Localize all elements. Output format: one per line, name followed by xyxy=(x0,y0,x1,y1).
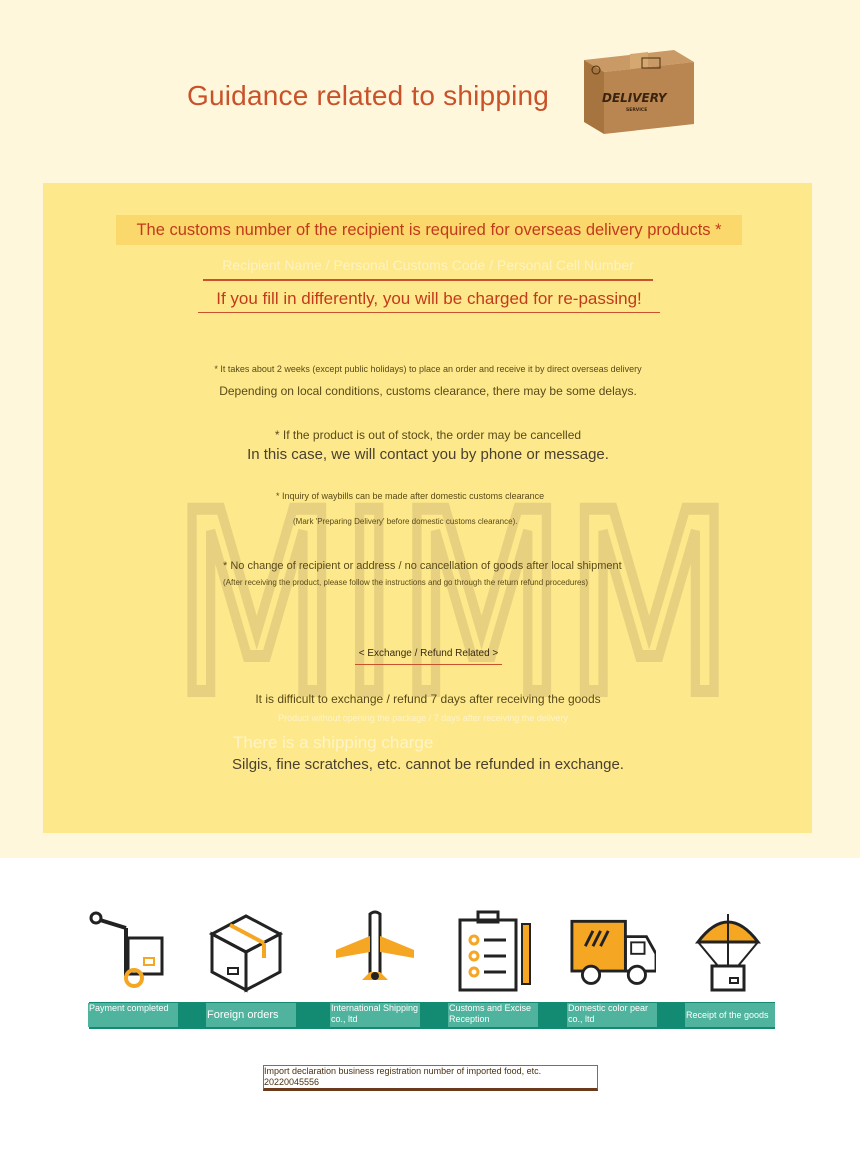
delivery-time-note: * It takes about 2 weeks (except public holidays) to place an order and receive it by direct overseas delivery xyxy=(214,364,642,374)
step-label: Payment completed xyxy=(88,1003,178,1027)
step-label: International Shipping co., ltd xyxy=(330,1003,420,1027)
shipping-steps-bar xyxy=(89,1002,775,1029)
step-label: Receipt of the goods xyxy=(685,1003,775,1027)
recharge-warning: If you fill in differently, you will be charged for re-passing! xyxy=(198,286,660,313)
page-title: Guidance related to shipping xyxy=(187,80,550,111)
waybill-status-note: (Mark 'Preparing Delivery' before domestic customs clearance). xyxy=(293,517,518,526)
exchange-refund-heading: < Exchange / Refund Related > xyxy=(355,646,502,665)
step-label: Foreign orders xyxy=(206,1003,296,1027)
registration-number: 20220045556 xyxy=(264,1077,320,1087)
watermark-text: MIMM xyxy=(173,501,733,701)
no-refund-note: Silgis, fine scratches, etc. cannot be refunded in exchange. xyxy=(232,756,624,773)
step-label: Customs and Excise Reception xyxy=(448,1003,538,1027)
step-label: Domestic color pear co., ltd xyxy=(567,1003,657,1027)
import-registration-box xyxy=(263,1065,598,1091)
parachute-box-icon xyxy=(692,906,778,994)
out-of-stock-note: * If the product is out of stock, the order may be cancelled xyxy=(274,428,582,442)
clipboard-checklist-icon xyxy=(452,906,538,994)
delay-note: Depending on local conditions, customs clearance, there may be some delays. xyxy=(219,384,637,398)
brand-watermark xyxy=(173,501,733,701)
return-procedure-note: (After receiving the product, please follow the instructions and go through the return refund procedures) xyxy=(223,578,589,587)
box-sublabel: SERVICE xyxy=(626,108,648,113)
recipient-fields-line: Recipient Name / Personal Customs Code / Personal Cell Number xyxy=(203,253,653,281)
waybill-inquiry-note: * Inquiry of waybills can be made after domestic customs clearance xyxy=(276,491,545,501)
customs-required-notice: The customs number of the recipient is required for overseas delivery products * xyxy=(116,215,742,245)
hand-truck-icon xyxy=(86,906,172,994)
registration-label: Import declaration business registration number of imported food, etc. xyxy=(264,1066,542,1076)
delivery-box-icon xyxy=(578,44,698,136)
notice-panel xyxy=(43,183,812,833)
contact-note: In this case, we will contact you by phone or message. xyxy=(247,446,609,463)
exchange-period-note: It is difficult to exchange / refund 7 days after receiving the goods xyxy=(255,692,601,706)
shipping-charge-note: There is a shipping charge xyxy=(233,733,434,752)
package-box-icon xyxy=(206,906,292,994)
airplane-icon xyxy=(332,906,418,994)
faded-condition-note: Product without opening the package / 7 days after receiving the delivery xyxy=(278,713,568,723)
box-label: DELIVERY xyxy=(602,91,667,105)
delivery-truck-icon xyxy=(570,906,656,994)
no-change-note: * No change of recipient or address / no cancellation of goods after local shipment xyxy=(223,560,622,572)
